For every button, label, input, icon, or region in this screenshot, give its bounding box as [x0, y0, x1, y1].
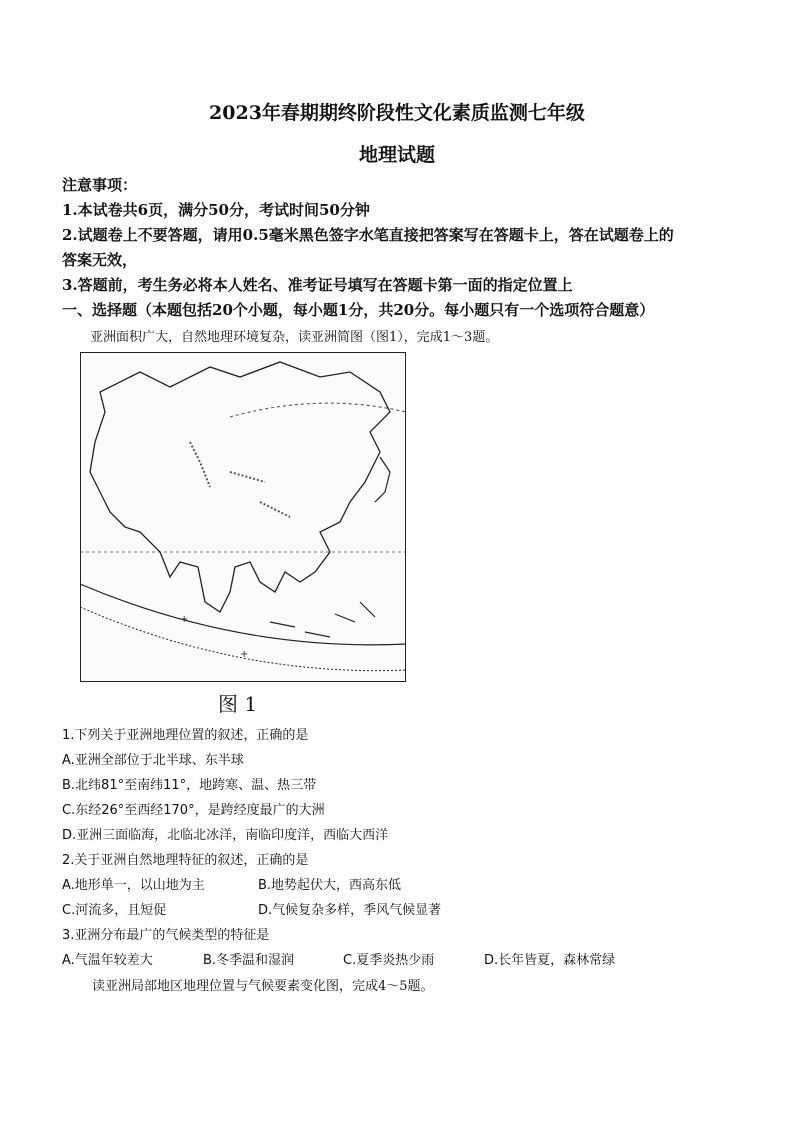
- section1-heading: 一、选择题（本题包括20个小题，每小题1分，共20分。每小题只有一个选项符合题意）: [62, 301, 655, 319]
- svg-text:+: +: [180, 614, 189, 625]
- notice-item-3: 3.答题前，考生务必将本人姓名、准考证号填写在答题卡第一面的指定位置上: [62, 276, 573, 294]
- question-2-stem: 2.关于亚洲自然地理特征的叙述，正确的是: [62, 853, 309, 868]
- section1-intro-2: 读亚洲局部地区地理位置与气候要素变化图，完成4～5题。: [92, 979, 434, 994]
- q1-option-d: D.亚洲三面临海，北临北冰洋，南临印度洋，西临大西洋: [62, 828, 389, 843]
- q1-option-a: A.亚洲全部位于北半球、东半球: [62, 753, 244, 768]
- q3-option-c: C.夏季炎热少雨: [343, 953, 435, 968]
- figure-caption: 图 1: [218, 692, 258, 716]
- q2-option-c: C.河流多，且短促: [62, 903, 167, 918]
- q3-option-a: A.气温年较差大: [62, 953, 153, 968]
- exam-subtitle: 地理试题: [358, 144, 435, 166]
- q2-option-d: D.气候复杂多样，季风气候显著: [258, 903, 442, 918]
- asia-map-figure: [80, 352, 406, 682]
- notice-heading: 注意事项：: [62, 176, 138, 194]
- notice-item-1: 1.本试卷共6页，满分50分，考试时间50分钟: [62, 201, 370, 219]
- notice-item-2-cont: 答案无效，: [62, 251, 138, 269]
- q2-option-a: A.地形单一，以山地为主: [62, 878, 205, 893]
- svg-text:+: +: [240, 649, 249, 660]
- question-3-stem: 3.亚洲分布最广的气候类型的特征是: [62, 928, 270, 943]
- q3-option-d: D.长年皆夏，森林常绿: [484, 953, 616, 968]
- notice-item-2: 2.试题卷上不要答题，请用0.5毫米黑色签字水笔直接把答案写在答题卡上，答在试题卷上的: [62, 226, 674, 244]
- q1-option-c: C.东经26°至西经170°，是跨经度最广的大洲: [62, 803, 325, 818]
- section1-intro: 亚洲面积广大，自然地理环境复杂，读亚洲简图（图1），完成1～3题。: [90, 330, 499, 345]
- q2-option-b: B.地势起伏大，西高东低: [258, 878, 402, 893]
- q1-option-b: B.北纬81°至南纬11°，地跨寒、温、热三带: [62, 778, 317, 793]
- exam-title: 2023年春期期终阶段性文化素质监测七年级: [209, 102, 585, 124]
- q3-option-b: B.冬季温和湿润: [203, 953, 295, 968]
- question-1-stem: 1.下列关于亚洲地理位置的叙述，正确的是: [62, 728, 309, 743]
